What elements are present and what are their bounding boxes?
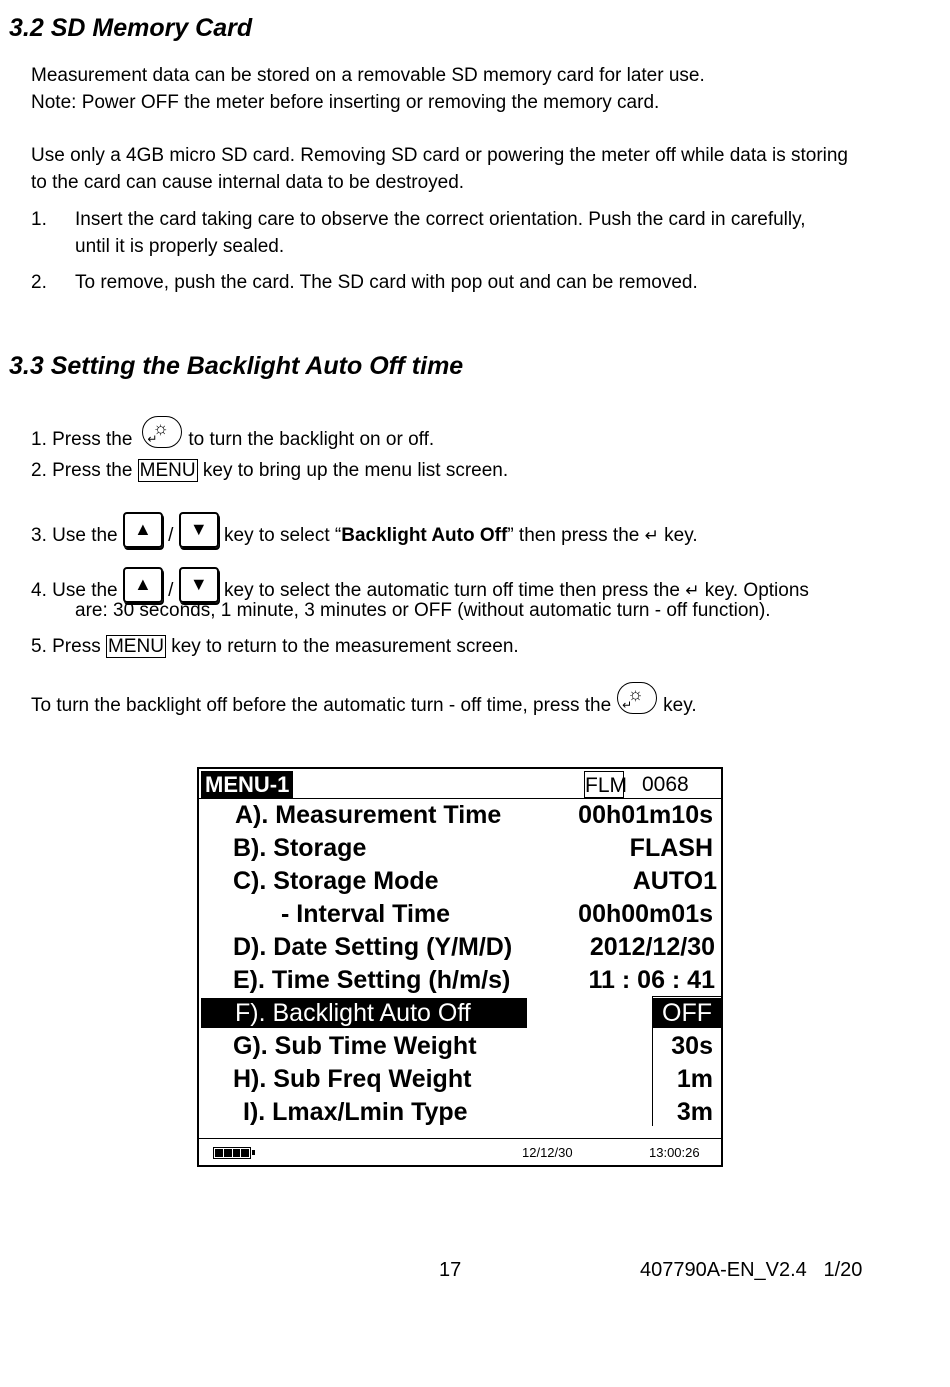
step-3: 3. Use the ▲ / ▼ key to select “Backlight Auto Off” then press the ↵ key. (31, 518, 698, 554)
step-1: 1. Press the ☼ ↵ to turn the backlight on or off. (31, 418, 435, 451)
menu-row-label: C). Storage Mode (233, 867, 439, 895)
section-heading-sd-card: 3.2 SD Memory Card (9, 14, 253, 42)
menu-row-label: B). Storage (233, 834, 367, 862)
down-key-icon: ▼ (179, 512, 219, 548)
menu-row-value: 11 : 06 : 41 (588, 966, 715, 994)
menu-key: MENU (139, 460, 196, 481)
section-heading-backlight: 3.3 Setting the Backlight Auto Off time (9, 352, 464, 380)
menu-row-label: - Interval Time (281, 900, 451, 928)
menu-row-label: A). Measurement Time (235, 801, 502, 829)
up-key-icon: ▲ (123, 512, 163, 548)
backlight-key-icon: ☼ ↵ (617, 682, 657, 714)
paragraph: Use only a 4GB micro SD card. Removing SD card or powering the meter off while data is storing (31, 145, 848, 166)
option-value: 3m (676, 1098, 713, 1126)
menu-row-value: FLASH (629, 834, 713, 862)
down-key-icon: ▼ (179, 567, 219, 603)
enter-key-icon: ↵ (685, 581, 700, 601)
menu-row-label: G). Sub Time Weight (233, 1032, 477, 1060)
paragraph: Measurement data can be stored on a removable SD memory card for later use. (31, 65, 705, 86)
list-item: Insert the card taking care to observe the correct orientation. Push the card in carefully, (75, 209, 806, 230)
menu-key: MENU (107, 636, 164, 657)
page-number: 17 (439, 1259, 462, 1281)
lcd-date: 12/12/30 (522, 1145, 573, 1160)
option-selected: OFF (653, 998, 721, 1028)
menu-row-selected: F). Backlight Auto Off (201, 998, 527, 1028)
option-value: 1m (676, 1065, 713, 1093)
list-item: To remove, push the card. The SD card with pop out and can be removed. (75, 272, 698, 293)
option-value: 30s (671, 1032, 713, 1060)
menu-row-label: I). Lmax/Lmin Type (243, 1098, 468, 1126)
menu-row-value: 2012/12/30 (589, 933, 715, 961)
document-id: 407790A-EN_V2.4 1/20 (640, 1259, 863, 1281)
lcd-time: 13:00:26 (649, 1145, 700, 1160)
step-4: 4. Use the ▲ / ▼ key to select the automatic turn off time then press the ↵ key. Options (31, 573, 809, 609)
menu-row-value: 00h00m01s (578, 900, 713, 928)
battery-icon (213, 1147, 251, 1159)
list-number: 2. (31, 272, 47, 293)
final-note: To turn the backlight off before the automatic turn - off time, press the ☼ ↵ key. (31, 684, 697, 717)
menu-row-value: AUTO1 (632, 867, 717, 895)
step-2: 2. Press the MENU key to bring up the menu list screen. (31, 460, 509, 481)
menu-row-label: E). Time Setting (h/m/s) (233, 966, 511, 994)
menu-row-label: H). Sub Freq Weight (233, 1065, 472, 1093)
menu-row-value: 00h01m10s (578, 801, 713, 829)
list-item: until it is properly sealed. (75, 236, 285, 257)
enter-key-icon: ↵ (644, 526, 659, 546)
note: Note: Power OFF the meter before inserting or removing the memory card. (31, 92, 660, 113)
step-4-options: are: 30 seconds, 1 minute, 3 minutes or OFF (without automatic turn - off function). (75, 600, 771, 621)
lcd-menu-screen (197, 767, 723, 1167)
flash-mode-indicator: FLM (584, 771, 624, 798)
backlight-key-icon: ☼ ↵ (142, 416, 182, 448)
lcd-title: MENU-1 (201, 771, 293, 798)
list-number: 1. (31, 209, 47, 230)
step-5: 5. Press MENU key to return to the measurement screen. (31, 636, 519, 657)
up-key-icon: ▲ (123, 567, 163, 603)
paragraph: to the card can cause internal data to be destroyed. (31, 172, 465, 193)
record-count: 0068 (642, 773, 689, 796)
menu-row-label: D). Date Setting (Y/M/D) (233, 933, 513, 961)
